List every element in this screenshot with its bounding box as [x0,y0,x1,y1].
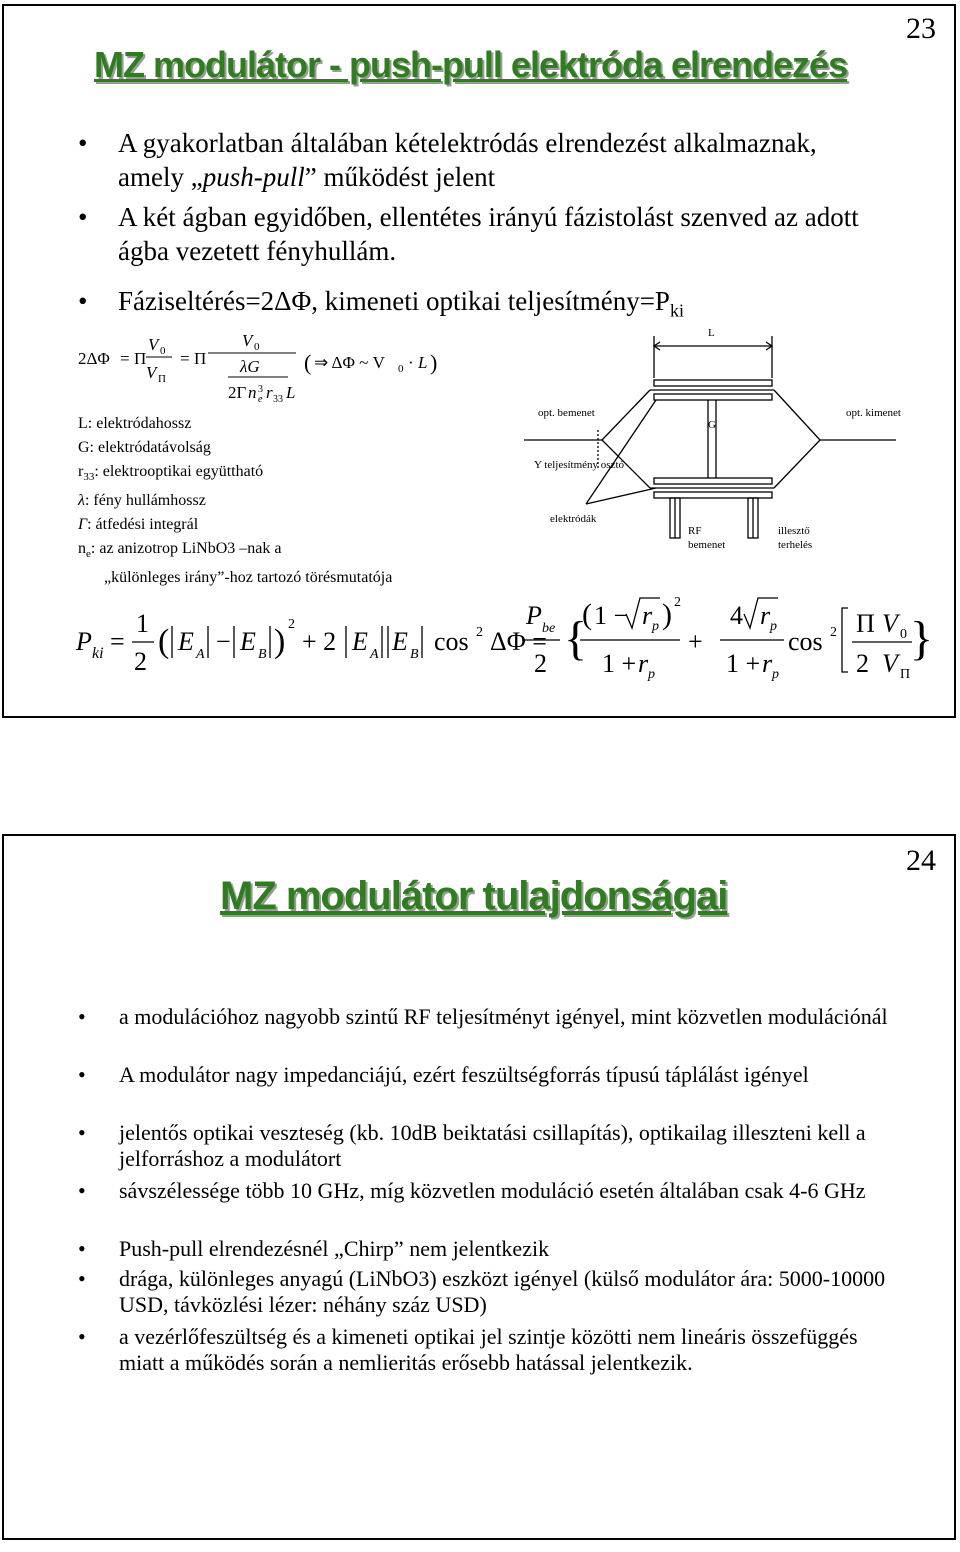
bullet-icon: • [78,1266,86,1291]
svg-text:r: r [638,649,649,678]
svg-text:+: + [688,627,703,656]
svg-text:0: 0 [900,627,907,642]
svg-text:p: p [652,619,659,634]
bullet-icon: • [78,1324,86,1349]
svg-text:L: L [418,353,428,372]
bullet-icon: • [78,286,88,316]
svg-text:1: 1 [136,609,149,638]
svg-text:⇒ ΔΦ ~ V: ⇒ ΔΦ ~ V [314,353,385,372]
svg-text:(: ( [582,598,592,631]
svg-text:(: ( [158,623,170,660]
label-load: illesztő [778,525,810,537]
svg-text:E: E [240,627,256,656]
svg-text:E: E [352,627,368,656]
svg-text:2: 2 [830,625,837,640]
label-rf-in: RF [688,525,702,537]
svg-text:2: 2 [674,595,681,610]
svg-text:2: 2 [134,647,147,676]
bullet-icon: • [78,1120,86,1145]
svg-text:1 +: 1 + [726,649,761,678]
svg-text:be: be [542,621,556,636]
svg-text:Π: Π [134,349,147,368]
svg-text:n: n [248,383,257,402]
slide-title: MZ modulátor - push-pull elektróda elrendezés [94,44,848,85]
svg-text:E: E [392,627,408,656]
svg-text:V: V [882,609,898,638]
svg-text:A: A [196,647,205,662]
svg-text:p: p [770,619,777,634]
svg-text:Π: Π [856,609,875,638]
svg-text:ki: ki [92,645,104,662]
svg-text:B: B [410,647,419,662]
label-splitter: Y teljesítmény osztó [534,459,625,471]
label-electrodes: elektródák [550,513,597,525]
svg-text:e: e [258,394,263,405]
svg-text:2: 2 [476,625,483,640]
svg-text:λG: λG [240,357,260,376]
svg-text:r: r [760,601,771,630]
svg-text:V: V [242,331,253,350]
bullet-icon: • [78,128,88,158]
label-g: G [708,419,716,431]
bullet-icon: • [78,202,88,232]
svg-text:33: 33 [273,394,283,405]
svg-text:=: = [180,349,190,368]
svg-text:1 −: 1 − [594,601,629,630]
svg-text:=: = [120,349,130,368]
svg-text:P: P [76,627,92,656]
svg-text:Π: Π [900,667,911,682]
svg-text:+ 2: + 2 [302,627,337,656]
svg-text:): ) [274,623,286,660]
svg-text:2: 2 [534,649,547,678]
page-number: 23 [906,12,936,45]
svg-text:1 +: 1 + [602,649,637,678]
svg-text:): ) [430,350,438,375]
svg-text:Π: Π [194,349,207,368]
label-opt-out: opt. kimenet [846,407,901,419]
slide-title: MZ modulátor tulajdonságai [220,874,728,918]
bullet-icon: • [78,1062,86,1087]
svg-text:2: 2 [288,617,295,632]
svg-text:ΔΦ =: ΔΦ = [490,627,547,656]
bullet-icon: • [78,1236,86,1261]
svg-text:0: 0 [254,341,260,353]
svg-text:): ) [662,598,672,631]
svg-text:B: B [258,647,267,662]
svg-text:L: L [286,383,296,402]
svg-text:cos: cos [434,627,469,656]
svg-text:p: p [648,667,655,682]
svg-text:0: 0 [398,363,404,375]
svg-text:E: E [178,627,194,656]
svg-text:·: · [408,353,414,372]
label-load-2: terhelés [778,539,813,551]
page-number: 24 [906,844,936,877]
svg-text:3: 3 [258,384,263,395]
svg-text:r: r [266,383,273,402]
bullet-icon: • [78,1178,86,1203]
svg-text:4: 4 [730,601,743,630]
legend: L: elektródahossz G: elektródatávolság $r_{33}$: elektrooptikai együttható λ: fény hullámhossz Γ: átfedési integrál $n_e$: az anizotrop LiNbO3 –nak a „különleges irány”-hoz tartozó törésmutatója [78,415,393,587]
svg-text:2: 2 [856,649,869,678]
svg-text:0: 0 [160,345,166,357]
svg-text:2ΔΦ: 2ΔΦ [78,349,110,368]
svg-text:Π: Π [158,373,166,385]
svg-text:2Γ: 2Γ [228,383,247,402]
label-l: L [708,327,715,339]
svg-text:cos: cos [788,627,823,656]
svg-text:V: V [148,335,159,354]
label-rf-in-2: bemenet [688,539,726,551]
phase-equation [76,326,456,406]
svg-text:(: ( [304,350,312,375]
svg-text:V: V [146,363,157,382]
svg-text:P: P [526,601,542,630]
svg-text:−: − [216,627,231,656]
svg-text:p: p [772,667,779,682]
svg-text:}: } [910,612,934,665]
svg-text:r: r [642,601,653,630]
label-opt-in: opt. bemenet [538,407,595,419]
svg-text:A: A [370,647,379,662]
svg-text:r: r [762,649,773,678]
output-power-equation [70,588,934,688]
svg-text:=: = [110,627,125,656]
svg-text:{: { [564,612,588,665]
bullet-icon: • [78,1004,86,1029]
svg-text:V: V [882,649,898,678]
mz-modulator-diagram [520,318,900,568]
